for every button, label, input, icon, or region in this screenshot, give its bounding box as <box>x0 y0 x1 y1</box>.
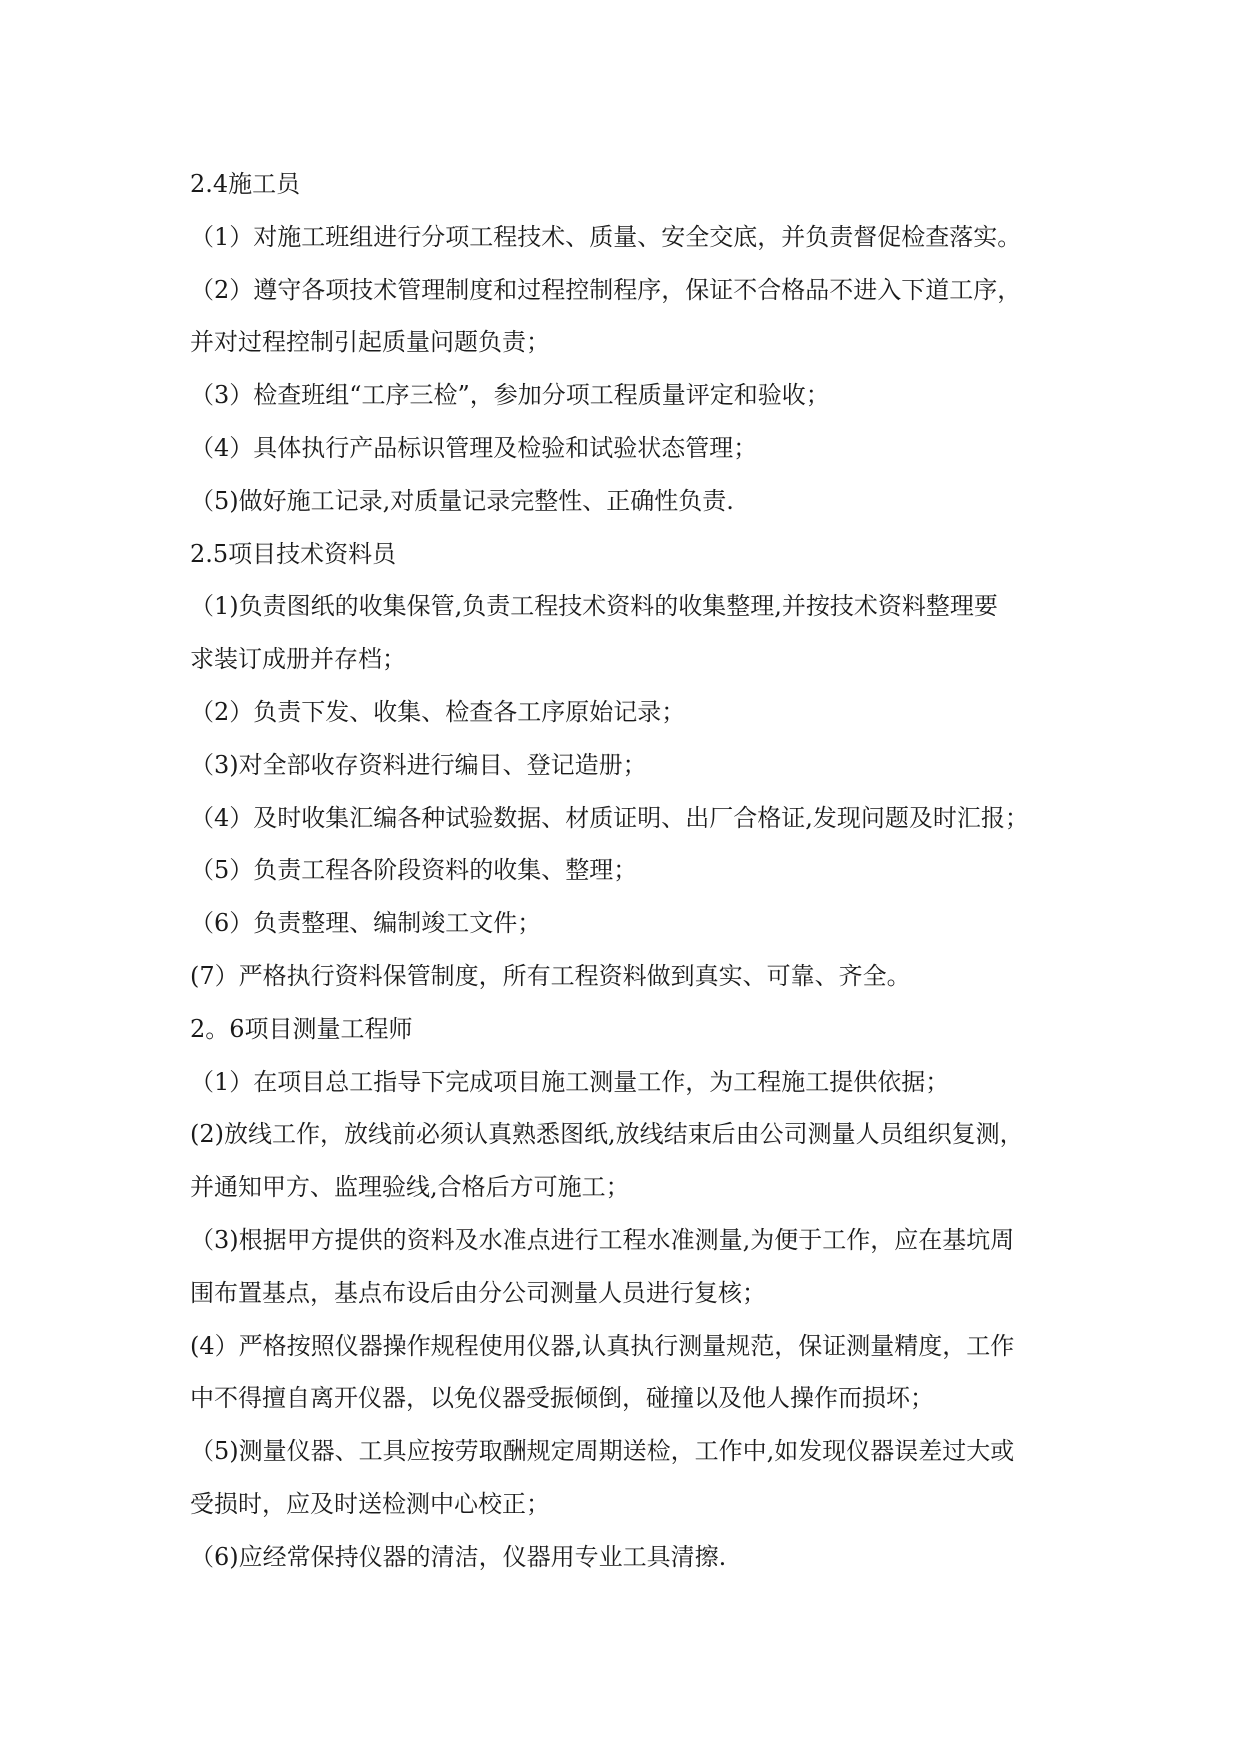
paragraph-line: （6)应经常保持仪器的清洁，仪器用专业工具清擦. <box>190 1542 727 1571</box>
paragraph-line: 并通知甲方、监理验线,合格后方可施工； <box>190 1173 630 1202</box>
paragraph-line: （3）检查班组“工序三检”，参加分项工程质量评定和验收； <box>190 381 830 410</box>
paragraph-line: (2)放线工作，放线前必须认真熟悉图纸,放线结束后由公司测量人员组织复测， <box>190 1120 1024 1149</box>
paragraph-line: 求装订成册并存档； <box>190 645 406 674</box>
paragraph-line: 并对过程控制引起质量问题负责； <box>190 328 550 357</box>
paragraph-line: （4）及时收集汇编各种试验数据、材质证明、出厂合格证,发现问题及时汇报； <box>190 803 1029 832</box>
paragraph-line: （6）负责整理、编制竣工文件； <box>190 909 542 938</box>
paragraph-line: （4）具体执行产品标识管理及检验和试验状态管理； <box>190 433 758 462</box>
paragraph-line: （3)对全部收存资料进行编目、登记造册； <box>190 750 647 779</box>
paragraph-line: （3)根据甲方提供的资料及水准点进行工程水准测量,为便于工作，应在基坑周 <box>190 1225 1015 1254</box>
paragraph-line: （5)做好施工记录,对质量记录完整性、正确性负责. <box>190 486 734 515</box>
section-heading-2-6: 2。6项目测量工程师 <box>190 1014 413 1043</box>
paragraph-line: 围布置基点，基点布设后由分公司测量人员进行复核； <box>190 1278 766 1307</box>
section-heading-2-4: 2.4施工员 <box>190 170 301 198</box>
paragraph-line: （1）在项目总工指导下完成项目施工测量工作，为工程施工提供依据； <box>190 1067 950 1096</box>
paragraph-line: (7）严格执行资料保管制度，所有工程资料做到真实、可靠、齐全。 <box>190 961 911 990</box>
document-body <box>190 158 1070 1584</box>
section-heading-2-5: 2.5项目技术资料员 <box>190 539 397 568</box>
paragraph-line: （2）遵守各项技术管理制度和过程控制程序，保证不合格品不进入下道工序， <box>190 275 1022 304</box>
paragraph-line: （1)负责图纸的收集保管,负责工程技术资料的收集整理,并按技术资料整理要 <box>190 592 998 621</box>
paragraph-line: （1）对施工班组进行分项工程技术、质量、安全交底，并负责督促检查落实。 <box>190 222 1022 251</box>
paragraph-line: (4）严格按照仪器操作规程使用仪器,认真执行测量规范，保证测量精度，工作 <box>190 1331 1015 1360</box>
paragraph-line: 中不得擅自离开仪器，以免仪器受振倾倒，碰撞以及他人操作而损坏； <box>190 1384 934 1413</box>
paragraph-line: （5)测量仪器、工具应按劳取酬规定周期送检，工作中,如发现仪器误差过大或 <box>190 1437 1015 1466</box>
paragraph-line: （2）负责下发、收集、检查各工序原始记录； <box>190 697 686 726</box>
paragraph-line: 受损时，应及时送检测中心校正； <box>190 1489 550 1518</box>
paragraph-line: （5）负责工程各阶段资料的收集、整理； <box>190 856 638 885</box>
